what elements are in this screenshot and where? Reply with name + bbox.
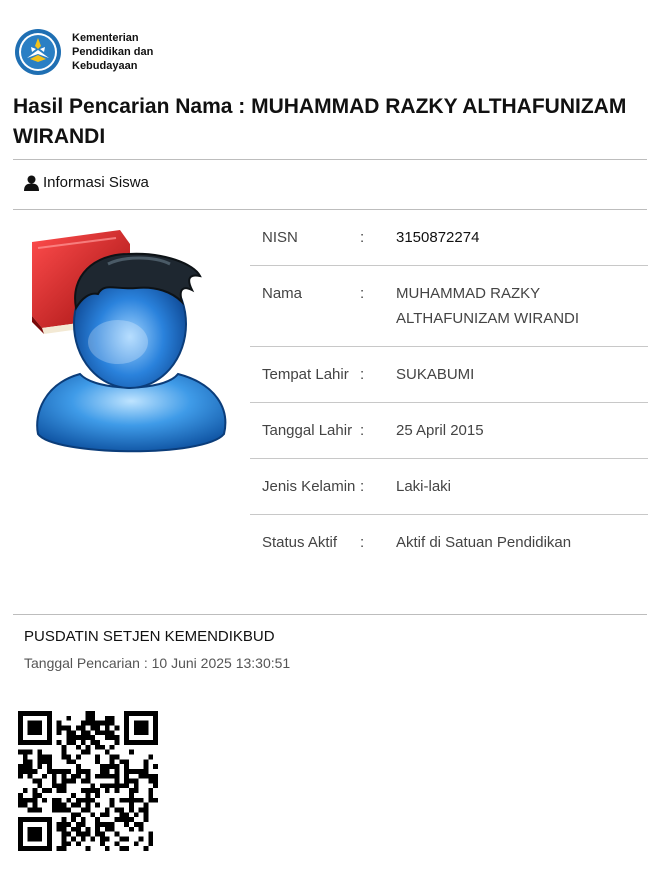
row-separator: : xyxy=(360,366,365,383)
row-separator: : xyxy=(360,229,365,246)
birthdate-value: 25 April 2015 xyxy=(396,422,484,439)
row-separator: : xyxy=(360,285,365,302)
section-heading xyxy=(24,174,149,191)
student-avatar-icon xyxy=(24,224,236,464)
info-row-nisn xyxy=(250,210,648,266)
kemendikbud-logo-icon xyxy=(14,28,62,76)
status-value: Aktif di Satuan Pendidikan xyxy=(396,534,572,551)
row-separator: : xyxy=(360,422,365,439)
divider xyxy=(13,159,647,160)
info-row-nama xyxy=(250,266,648,347)
user-icon xyxy=(24,175,39,191)
row-label: Tanggal Lahir xyxy=(262,422,353,439)
search-timestamp: Tanggal Pencarian : 10 Juni 2025 13:30:51 xyxy=(24,655,291,671)
header xyxy=(14,28,153,76)
info-row-status-aktif xyxy=(250,515,648,570)
row-label: Status Aktif xyxy=(262,534,338,551)
row-label: Tempat Lahir xyxy=(262,366,349,383)
page-title: Hasil Pencarian Nama : MUHAMMAD RAZKY ALTHAFUNIZAM WIRANDI xyxy=(13,95,627,148)
row-label: Nama xyxy=(262,285,303,302)
nisn-value: 3150872274 xyxy=(396,229,480,246)
name-value: MUHAMMAD RAZKY ALTHAFUNIZAM WIRANDI xyxy=(396,285,580,327)
info-row-jenis-kelamin xyxy=(250,459,648,515)
info-row-tempat-lahir xyxy=(250,347,648,403)
gender-value: Laki-laki xyxy=(396,478,452,495)
qr-code-icon xyxy=(18,710,158,852)
info-row-tanggal-lahir xyxy=(250,403,648,459)
row-label: NISN xyxy=(262,229,298,246)
birthplace-value: SUKABUMI xyxy=(396,366,475,383)
section-label: Informasi Siswa xyxy=(43,174,149,191)
student-info-table xyxy=(250,210,648,570)
organization-name: Kementerian Pendidikan dan Kebudayaan xyxy=(72,32,154,72)
row-separator: : xyxy=(360,534,365,551)
row-separator: : xyxy=(360,478,365,495)
divider xyxy=(13,614,647,615)
row-label: Jenis Kelamin xyxy=(262,478,356,495)
issuer-name: PUSDATIN SETJEN KEMENDIKBUD xyxy=(24,628,275,645)
